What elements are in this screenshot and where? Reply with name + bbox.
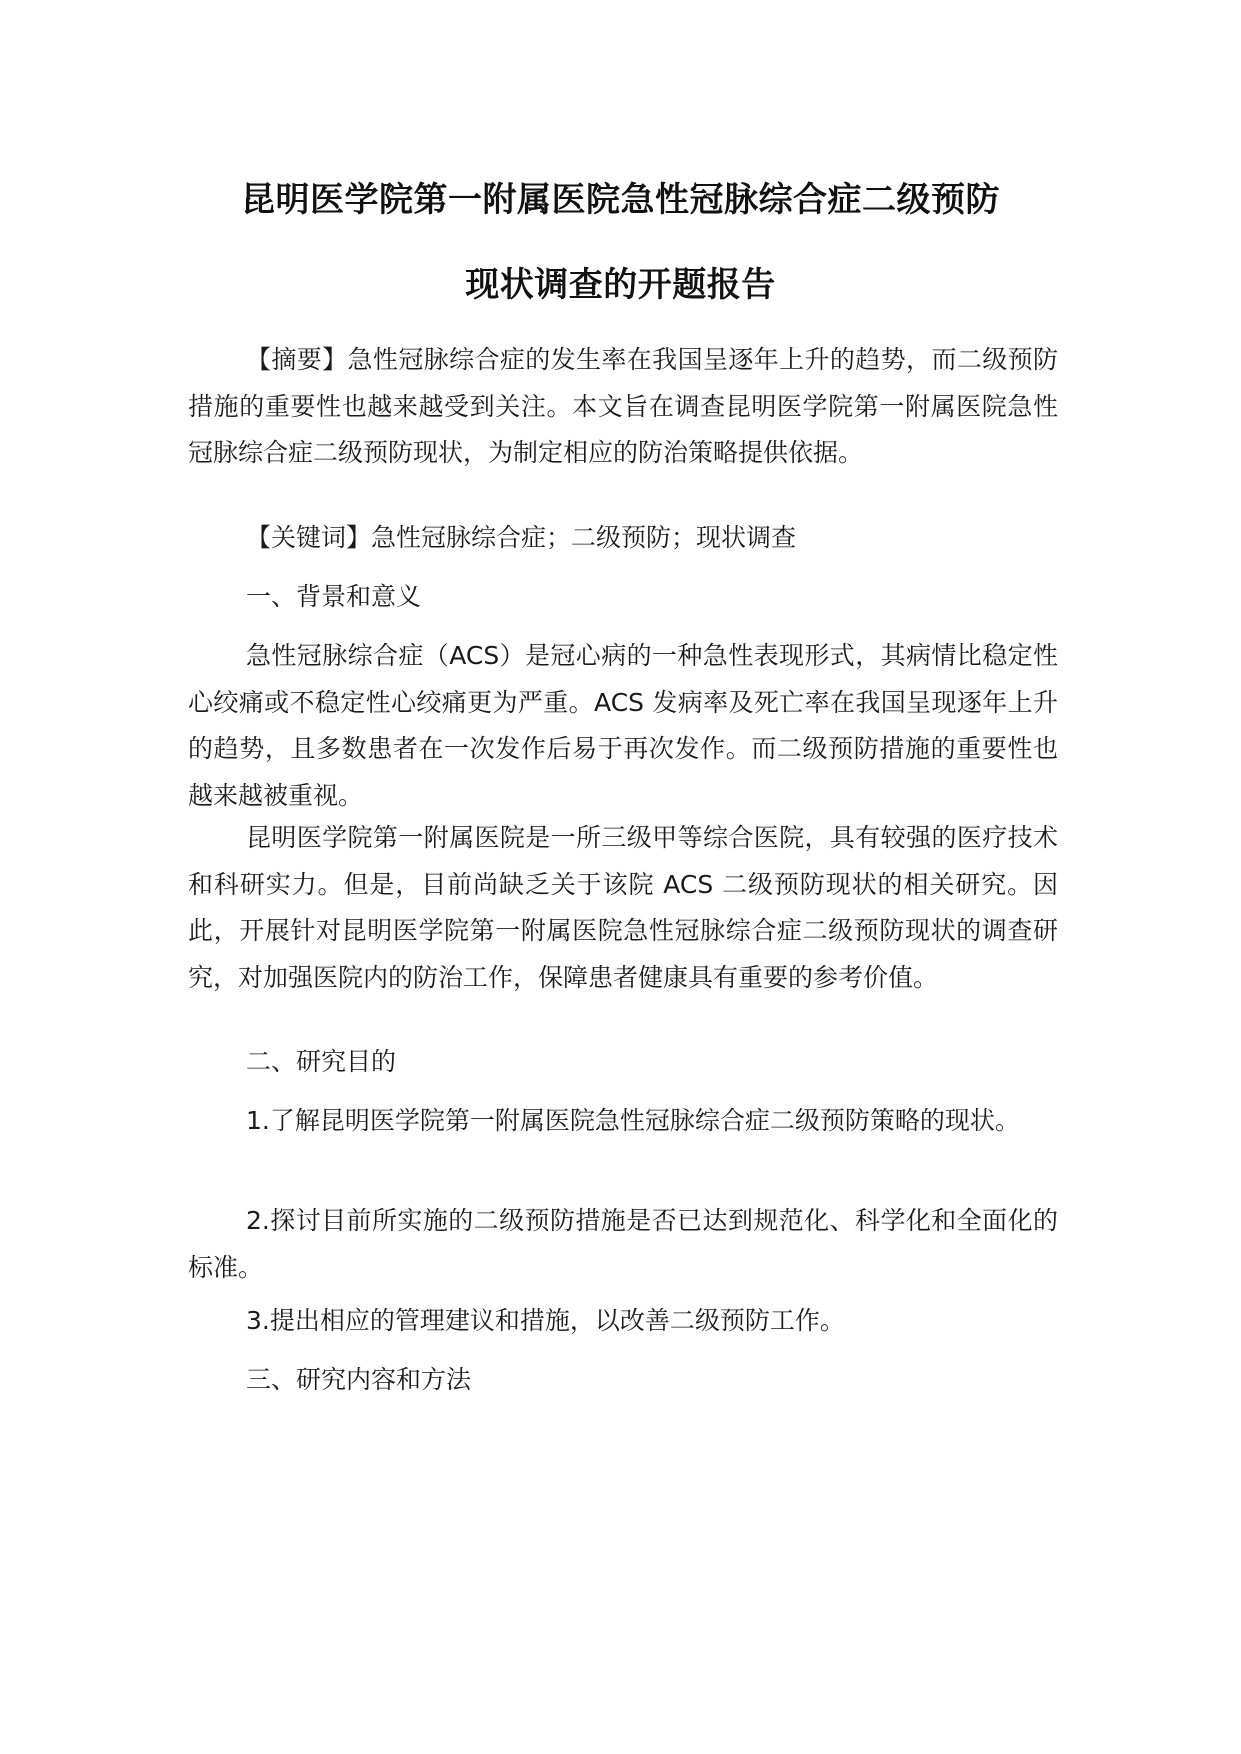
- abstract-paragraph: 【摘要】急性冠脉综合症的发生率在我国呈逐年上升的趋势，而二级预防措施的重要性也越来越受到关注。本文旨在调查昆明医学院第一附属医院急性冠脉综合症二级预防现状，为制定相应的防治策略提供依据。: [188, 345, 1058, 467]
- objective-item-3: 3.提出相应的管理建议和措施，以改善二级预防工作。: [246, 1306, 845, 1335]
- keywords-line: 【关键词】急性冠脉综合症；二级预防；现状调查: [246, 523, 797, 552]
- section1-heading: 一、背景和意义: [246, 582, 422, 611]
- objective-item-2: 2.探讨目前所实施的二级预防措施是否已达到规范化、科学化和全面化的标准。: [188, 1206, 1058, 1282]
- section2-heading: 二、研究目的: [246, 1047, 397, 1076]
- background-paragraph-2: 昆明医学院第一附属医院是一所三级甲等综合医院，具有较强的医疗技术和科研实力。但是，目前尚缺乏关于该院 ACS 二级预防现状的相关研究。因此，开展针对昆明医学院第一附属医院急性冠脉综合症二级预防现状的调查研究，对加强医院内的防治工作，保障患者健康具有重要的参考价值。: [188, 823, 1058, 992]
- section3-heading: 三、研究内容和方法: [246, 1365, 472, 1394]
- document-title-line1: 昆明医学院第一附属医院急性冠脉综合症二级预防: [241, 180, 1000, 220]
- document-title-line2: 现状调查的开题报告: [465, 265, 776, 305]
- background-paragraph-1: 急性冠脉综合症（ACS）是冠心病的一种急性表现形式，其病情比稳定性心绞痛或不稳定性心绞痛更为严重。ACS 发病率及死亡率在我国呈现逐年上升的趋势，且多数患者在一次发作后易于再次发作。而二级预防措施的重要性也越来越被重视。: [188, 641, 1058, 810]
- objective-item-1: 1.了解昆明医学院第一附属医院急性冠脉综合症二级预防策略的现状。: [246, 1106, 1020, 1135]
